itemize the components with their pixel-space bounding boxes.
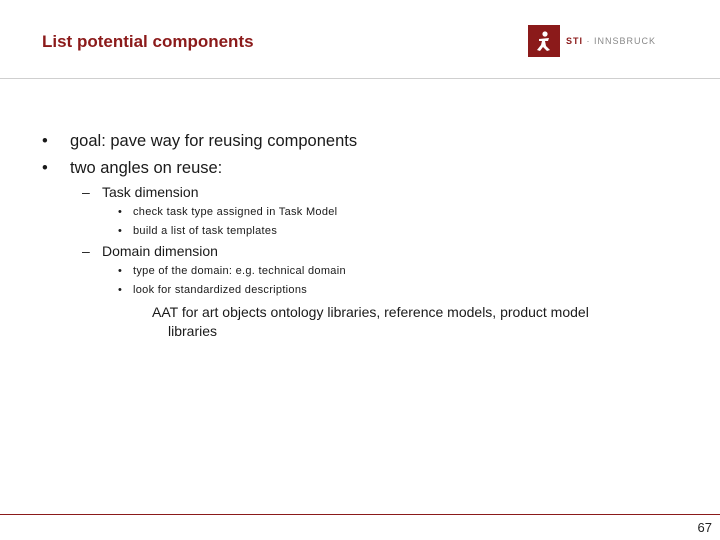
sub-bullet-text: Domain dimension — [102, 243, 218, 259]
header-divider — [0, 78, 720, 79]
task-item-marker: • — [118, 206, 123, 218]
logo-mark: STI — [566, 36, 584, 46]
page-number: 67 — [697, 520, 712, 535]
domain-item-text: look for standardized descriptions — [133, 284, 308, 296]
note-text-continued: libraries — [168, 323, 218, 339]
footer-divider — [0, 514, 720, 515]
task-item-text: check task type assigned in Task Model — [133, 206, 338, 218]
domain-item-text: type of the domain: e.g. technical domain — [133, 265, 346, 277]
bullet-marker: • — [42, 159, 48, 177]
note-text: AAT for art objects ontology libraries, reference models, product model — [152, 304, 589, 320]
bullet-marker: • — [42, 132, 48, 150]
person-logo-icon — [528, 25, 560, 57]
sub-bullet-marker: – — [82, 184, 90, 200]
task-item-text: build a list of task templates — [133, 225, 278, 237]
domain-item-marker: • — [118, 265, 123, 277]
logo-text: STI · INNSBRUCK — [566, 36, 657, 46]
bullet-text: two angles on reuse: — [70, 159, 223, 177]
slide-title: List potential components — [42, 32, 254, 51]
sti-logo — [528, 24, 656, 58]
bullet-text: goal: pave way for reusing components — [70, 132, 358, 150]
sub-bullet-text: Task dimension — [102, 184, 199, 200]
logo-name: INNSBRUCK — [594, 36, 657, 46]
task-item-marker: • — [118, 225, 123, 237]
domain-item-marker: • — [118, 284, 123, 296]
sub-bullet-marker: – — [82, 243, 90, 259]
